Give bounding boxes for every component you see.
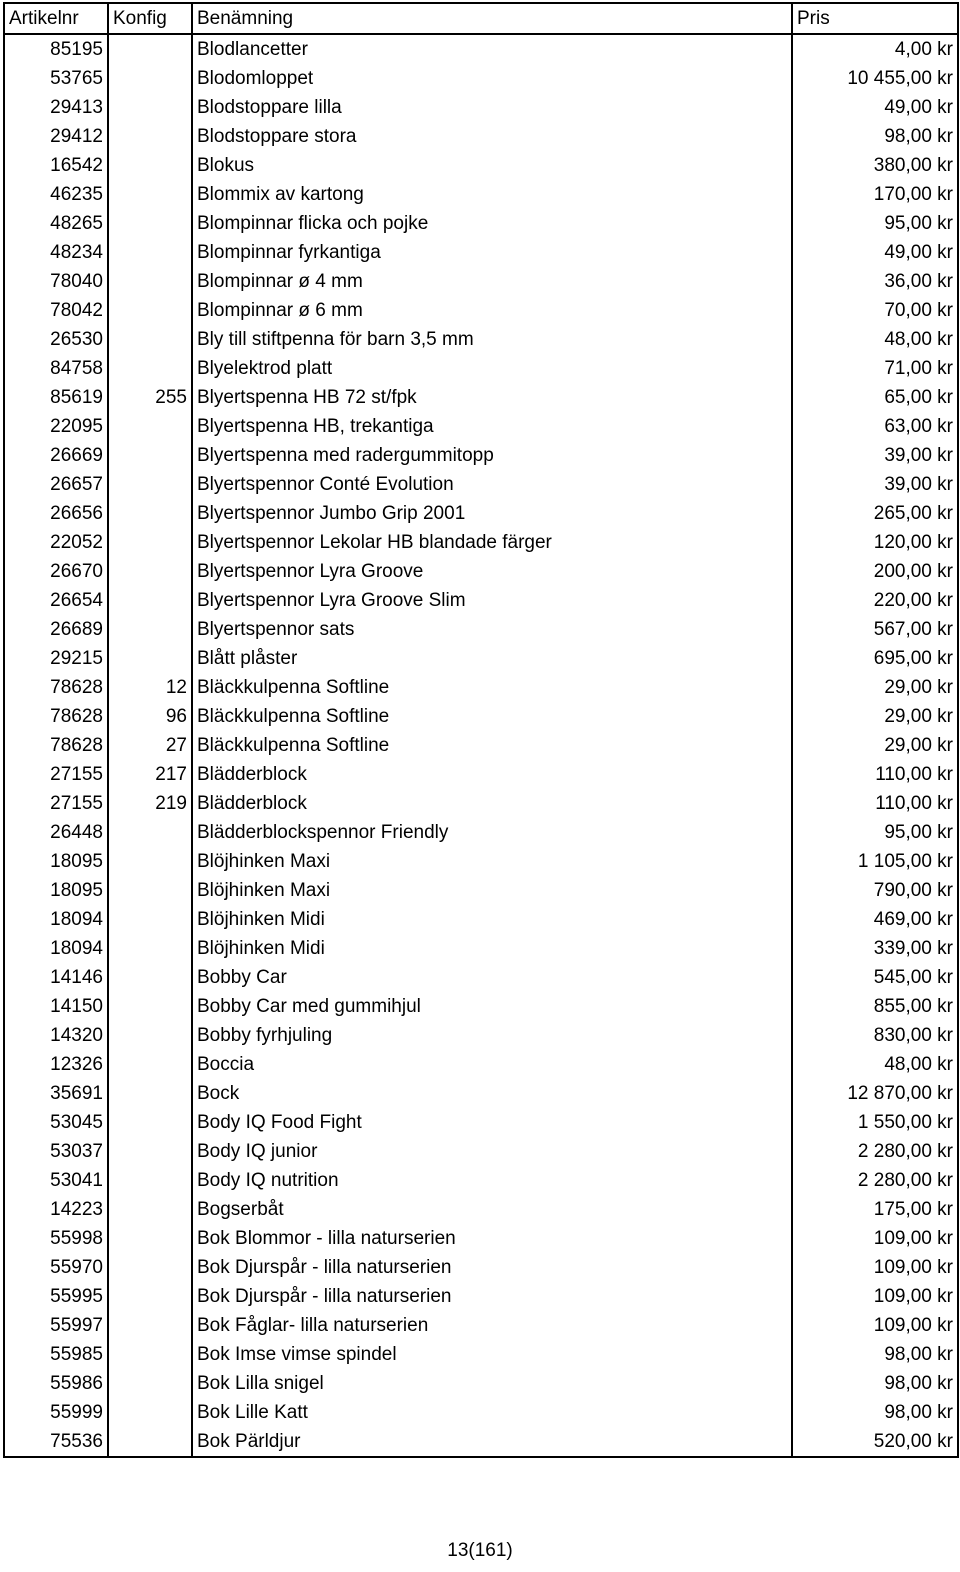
cell-artikelnr: 18094: [4, 934, 108, 963]
cell-pris: 49,00 kr: [792, 93, 958, 122]
cell-konfig: [108, 934, 192, 963]
table-row: [4, 1427, 958, 1457]
cell-artikelnr: 55999: [4, 1398, 108, 1427]
cell-benamning: Blyertspenna med radergummitopp: [192, 441, 792, 470]
cell-artikelnr: 48265: [4, 209, 108, 238]
cell-benamning: Blöjhinken Maxi: [192, 847, 792, 876]
cell-pris: 71,00 kr: [792, 354, 958, 383]
cell-benamning: Bläckkulpenna Softline: [192, 731, 792, 760]
cell-pris: 380,00 kr: [792, 151, 958, 180]
cell-konfig: 217: [108, 760, 192, 789]
page-number: 13(161): [447, 1540, 513, 1561]
cell-pris: 855,00 kr: [792, 992, 958, 1021]
cell-artikelnr: 85619: [4, 383, 108, 412]
cell-konfig: [108, 992, 192, 1021]
cell-artikelnr: 78628: [4, 702, 108, 731]
cell-artikelnr: 22052: [4, 528, 108, 557]
cell-konfig: [108, 441, 192, 470]
cell-pris: 95,00 kr: [792, 818, 958, 847]
cell-artikelnr: 29413: [4, 93, 108, 122]
cell-benamning: Bobby fyrhjuling: [192, 1021, 792, 1050]
table-row: [4, 1224, 958, 1253]
cell-artikelnr: 55970: [4, 1253, 108, 1282]
cell-benamning: Blyertspennor Lyra Groove Slim: [192, 586, 792, 615]
cell-artikelnr: 53045: [4, 1108, 108, 1137]
cell-pris: 70,00 kr: [792, 296, 958, 325]
cell-pris: 10 455,00 kr: [792, 64, 958, 93]
cell-pris: 109,00 kr: [792, 1282, 958, 1311]
cell-artikelnr: 53041: [4, 1166, 108, 1195]
table-row: [4, 1050, 958, 1079]
table-row: [4, 1108, 958, 1137]
cell-benamning: Bläckkulpenna Softline: [192, 673, 792, 702]
table-row: [4, 615, 958, 644]
cell-benamning: Blodlancetter: [192, 34, 792, 64]
cell-artikelnr: 55985: [4, 1340, 108, 1369]
cell-konfig: [108, 1369, 192, 1398]
cell-artikelnr: 18095: [4, 876, 108, 905]
cell-konfig: [108, 267, 192, 296]
table-row: [4, 64, 958, 93]
cell-artikelnr: 29412: [4, 122, 108, 151]
cell-benamning: Bly till stiftpenna för barn 3,5 mm: [192, 325, 792, 354]
cell-benamning: Blodstoppare stora: [192, 122, 792, 151]
cell-konfig: [108, 470, 192, 499]
cell-artikelnr: 14150: [4, 992, 108, 1021]
table-row: [4, 238, 958, 267]
table-row: [4, 789, 958, 818]
cell-artikelnr: 26670: [4, 557, 108, 586]
cell-benamning: Blompinnar flicka och pojke: [192, 209, 792, 238]
cell-pris: 339,00 kr: [792, 934, 958, 963]
cell-pris: 29,00 kr: [792, 702, 958, 731]
cell-pris: 1 105,00 kr: [792, 847, 958, 876]
cell-pris: 65,00 kr: [792, 383, 958, 412]
cell-artikelnr: 35691: [4, 1079, 108, 1108]
table-row: [4, 1166, 958, 1195]
table-row: [4, 180, 958, 209]
table-row: [4, 644, 958, 673]
cell-konfig: [108, 963, 192, 992]
cell-artikelnr: 18094: [4, 905, 108, 934]
cell-artikelnr: 84758: [4, 354, 108, 383]
cell-artikelnr: 27155: [4, 760, 108, 789]
cell-artikelnr: 78042: [4, 296, 108, 325]
cell-konfig: [108, 296, 192, 325]
cell-pris: 49,00 kr: [792, 238, 958, 267]
cell-benamning: Blyertspennor Jumbo Grip 2001: [192, 499, 792, 528]
cell-artikelnr: 26448: [4, 818, 108, 847]
cell-artikelnr: 26689: [4, 615, 108, 644]
table-row: [4, 34, 958, 64]
table-row: [4, 731, 958, 760]
cell-benamning: Body IQ nutrition: [192, 1166, 792, 1195]
cell-artikelnr: 55998: [4, 1224, 108, 1253]
cell-konfig: [108, 1282, 192, 1311]
cell-pris: 48,00 kr: [792, 1050, 958, 1079]
cell-konfig: [108, 528, 192, 557]
cell-konfig: [108, 557, 192, 586]
cell-konfig: [108, 325, 192, 354]
cell-artikelnr: 48234: [4, 238, 108, 267]
cell-konfig: [108, 1224, 192, 1253]
cell-benamning: Bok Blommor - lilla naturserien: [192, 1224, 792, 1253]
cell-benamning: Blompinnar ø 6 mm: [192, 296, 792, 325]
cell-benamning: Blyertspennor Lekolar HB blandade färger: [192, 528, 792, 557]
table-row: [4, 1282, 958, 1311]
table-row: [4, 528, 958, 557]
cell-konfig: [108, 122, 192, 151]
cell-artikelnr: 29215: [4, 644, 108, 673]
table-row: [4, 1398, 958, 1427]
table-row: [4, 847, 958, 876]
cell-konfig: 255: [108, 383, 192, 412]
cell-artikelnr: 16542: [4, 151, 108, 180]
cell-artikelnr: 85195: [4, 34, 108, 64]
table-row: [4, 1311, 958, 1340]
cell-artikelnr: 55997: [4, 1311, 108, 1340]
cell-konfig: [108, 412, 192, 441]
cell-pris: 39,00 kr: [792, 441, 958, 470]
table-row: [4, 586, 958, 615]
cell-pris: 695,00 kr: [792, 644, 958, 673]
cell-artikelnr: 26530: [4, 325, 108, 354]
header-pris: Pris: [792, 3, 958, 34]
cell-benamning: Blommix av kartong: [192, 180, 792, 209]
cell-benamning: Blyertspennor Lyra Groove: [192, 557, 792, 586]
table-row: [4, 1195, 958, 1224]
table-row: [4, 818, 958, 847]
cell-artikelnr: 26657: [4, 470, 108, 499]
table-row: [4, 905, 958, 934]
cell-artikelnr: 55995: [4, 1282, 108, 1311]
table-row: [4, 325, 958, 354]
cell-pris: 545,00 kr: [792, 963, 958, 992]
cell-konfig: [108, 818, 192, 847]
cell-artikelnr: 27155: [4, 789, 108, 818]
cell-pris: 98,00 kr: [792, 1340, 958, 1369]
cell-pris: 4,00 kr: [792, 34, 958, 64]
cell-konfig: [108, 64, 192, 93]
table-row: [4, 499, 958, 528]
cell-pris: 29,00 kr: [792, 673, 958, 702]
cell-konfig: [108, 180, 192, 209]
price-list-table: [3, 2, 959, 1458]
cell-pris: 520,00 kr: [792, 1427, 958, 1457]
cell-artikelnr: 78628: [4, 673, 108, 702]
cell-benamning: Bok Pärldjur: [192, 1427, 792, 1457]
table-row: [4, 151, 958, 180]
table-body: [4, 34, 958, 1457]
table-row: [4, 963, 958, 992]
cell-konfig: 96: [108, 702, 192, 731]
cell-konfig: [108, 905, 192, 934]
cell-konfig: [108, 1166, 192, 1195]
cell-benamning: Bok Lille Katt: [192, 1398, 792, 1427]
cell-benamning: Blyertspenna HB 72 st/fpk: [192, 383, 792, 412]
cell-konfig: [108, 876, 192, 905]
table-row: [4, 470, 958, 499]
cell-artikelnr: 55986: [4, 1369, 108, 1398]
table-row: [4, 673, 958, 702]
cell-konfig: [108, 34, 192, 64]
cell-benamning: Blyertspenna HB, trekantiga: [192, 412, 792, 441]
table-row: [4, 1079, 958, 1108]
cell-pris: 265,00 kr: [792, 499, 958, 528]
cell-pris: 98,00 kr: [792, 1369, 958, 1398]
cell-pris: 1 550,00 kr: [792, 1108, 958, 1137]
cell-benamning: Blodomloppet: [192, 64, 792, 93]
table-row: [4, 354, 958, 383]
cell-pris: 200,00 kr: [792, 557, 958, 586]
cell-benamning: Blodstoppare lilla: [192, 93, 792, 122]
table-row: [4, 296, 958, 325]
cell-benamning: Blyertspennor Conté Evolution: [192, 470, 792, 499]
cell-pris: 36,00 kr: [792, 267, 958, 296]
cell-pris: 109,00 kr: [792, 1311, 958, 1340]
cell-konfig: [108, 847, 192, 876]
cell-benamning: Bok Lilla snigel: [192, 1369, 792, 1398]
cell-benamning: Blädderblockspennor Friendly: [192, 818, 792, 847]
table-row: [4, 441, 958, 470]
table-row: [4, 122, 958, 151]
cell-pris: 567,00 kr: [792, 615, 958, 644]
cell-konfig: [108, 1050, 192, 1079]
cell-konfig: [108, 1398, 192, 1427]
cell-artikelnr: 26669: [4, 441, 108, 470]
cell-benamning: Blompinnar ø 4 mm: [192, 267, 792, 296]
cell-konfig: [108, 1021, 192, 1050]
cell-pris: 220,00 kr: [792, 586, 958, 615]
cell-benamning: Blöjhinken Midi: [192, 905, 792, 934]
cell-konfig: [108, 1195, 192, 1224]
header-artikelnr: Artikelnr: [4, 3, 108, 34]
cell-benamning: Bock: [192, 1079, 792, 1108]
cell-benamning: Body IQ junior: [192, 1137, 792, 1166]
header-konfig: Konfig: [108, 3, 192, 34]
cell-konfig: [108, 93, 192, 122]
cell-pris: 2 280,00 kr: [792, 1166, 958, 1195]
cell-konfig: [108, 1079, 192, 1108]
cell-konfig: [108, 151, 192, 180]
cell-benamning: Blöjhinken Midi: [192, 934, 792, 963]
table-row: [4, 412, 958, 441]
table-header-row: [4, 3, 958, 34]
cell-benamning: Bok Djurspår - lilla naturserien: [192, 1282, 792, 1311]
cell-artikelnr: 18095: [4, 847, 108, 876]
cell-konfig: 12: [108, 673, 192, 702]
cell-benamning: Blått plåster: [192, 644, 792, 673]
cell-pris: 95,00 kr: [792, 209, 958, 238]
table-row: [4, 1021, 958, 1050]
cell-artikelnr: 78040: [4, 267, 108, 296]
cell-konfig: [108, 1137, 192, 1166]
cell-pris: 469,00 kr: [792, 905, 958, 934]
cell-benamning: Bok Fåglar- lilla naturserien: [192, 1311, 792, 1340]
table-row: [4, 934, 958, 963]
cell-benamning: Blöjhinken Maxi: [192, 876, 792, 905]
cell-konfig: [108, 644, 192, 673]
cell-pris: 830,00 kr: [792, 1021, 958, 1050]
cell-konfig: 219: [108, 789, 192, 818]
cell-pris: 109,00 kr: [792, 1253, 958, 1282]
cell-pris: 790,00 kr: [792, 876, 958, 905]
cell-artikelnr: 53765: [4, 64, 108, 93]
cell-benamning: Blyelektrod platt: [192, 354, 792, 383]
header-benamning: Benämning: [192, 3, 792, 34]
table-row: [4, 702, 958, 731]
cell-konfig: [108, 586, 192, 615]
cell-konfig: [108, 499, 192, 528]
cell-konfig: [108, 1427, 192, 1457]
cell-pris: 98,00 kr: [792, 1398, 958, 1427]
cell-benamning: Bok Imse vimse spindel: [192, 1340, 792, 1369]
table-row: [4, 209, 958, 238]
table-row: [4, 992, 958, 1021]
cell-benamning: Blyertspennor sats: [192, 615, 792, 644]
cell-pris: 2 280,00 kr: [792, 1137, 958, 1166]
table-row: [4, 1137, 958, 1166]
cell-benamning: Blompinnar fyrkantiga: [192, 238, 792, 267]
table-row: [4, 876, 958, 905]
cell-artikelnr: 78628: [4, 731, 108, 760]
cell-pris: 170,00 kr: [792, 180, 958, 209]
cell-pris: 29,00 kr: [792, 731, 958, 760]
cell-artikelnr: 53037: [4, 1137, 108, 1166]
cell-konfig: [108, 354, 192, 383]
cell-benamning: Body IQ Food Fight: [192, 1108, 792, 1137]
table-row: [4, 267, 958, 296]
cell-konfig: [108, 1253, 192, 1282]
cell-benamning: Bok Djurspår - lilla naturserien: [192, 1253, 792, 1282]
table-row: [4, 383, 958, 412]
cell-artikelnr: 14320: [4, 1021, 108, 1050]
cell-pris: 110,00 kr: [792, 760, 958, 789]
cell-konfig: [108, 1108, 192, 1137]
table-row: [4, 93, 958, 122]
cell-pris: 110,00 kr: [792, 789, 958, 818]
table-row: [4, 557, 958, 586]
table-row: [4, 1253, 958, 1282]
cell-artikelnr: 14146: [4, 963, 108, 992]
cell-benamning: Boccia: [192, 1050, 792, 1079]
cell-artikelnr: 26654: [4, 586, 108, 615]
cell-artikelnr: 26656: [4, 499, 108, 528]
table-row: [4, 760, 958, 789]
table-row: [4, 1369, 958, 1398]
cell-konfig: [108, 1311, 192, 1340]
cell-benamning: Bobby Car: [192, 963, 792, 992]
cell-artikelnr: 22095: [4, 412, 108, 441]
cell-benamning: Blokus: [192, 151, 792, 180]
cell-benamning: Blädderblock: [192, 760, 792, 789]
cell-konfig: [108, 209, 192, 238]
cell-artikelnr: 75536: [4, 1427, 108, 1457]
cell-benamning: Bogserbåt: [192, 1195, 792, 1224]
cell-pris: 98,00 kr: [792, 122, 958, 151]
cell-pris: 109,00 kr: [792, 1224, 958, 1253]
cell-konfig: [108, 615, 192, 644]
cell-pris: 63,00 kr: [792, 412, 958, 441]
cell-benamning: Bobby Car med gummihjul: [192, 992, 792, 1021]
cell-konfig: [108, 238, 192, 267]
cell-artikelnr: 46235: [4, 180, 108, 209]
cell-pris: 175,00 kr: [792, 1195, 958, 1224]
cell-pris: 120,00 kr: [792, 528, 958, 557]
cell-konfig: 27: [108, 731, 192, 760]
cell-benamning: Blädderblock: [192, 789, 792, 818]
cell-benamning: Bläckkulpenna Softline: [192, 702, 792, 731]
cell-pris: 48,00 kr: [792, 325, 958, 354]
cell-artikelnr: 14223: [4, 1195, 108, 1224]
cell-artikelnr: 12326: [4, 1050, 108, 1079]
cell-konfig: [108, 1340, 192, 1369]
cell-pris: 39,00 kr: [792, 470, 958, 499]
table-row: [4, 1340, 958, 1369]
cell-pris: 12 870,00 kr: [792, 1079, 958, 1108]
